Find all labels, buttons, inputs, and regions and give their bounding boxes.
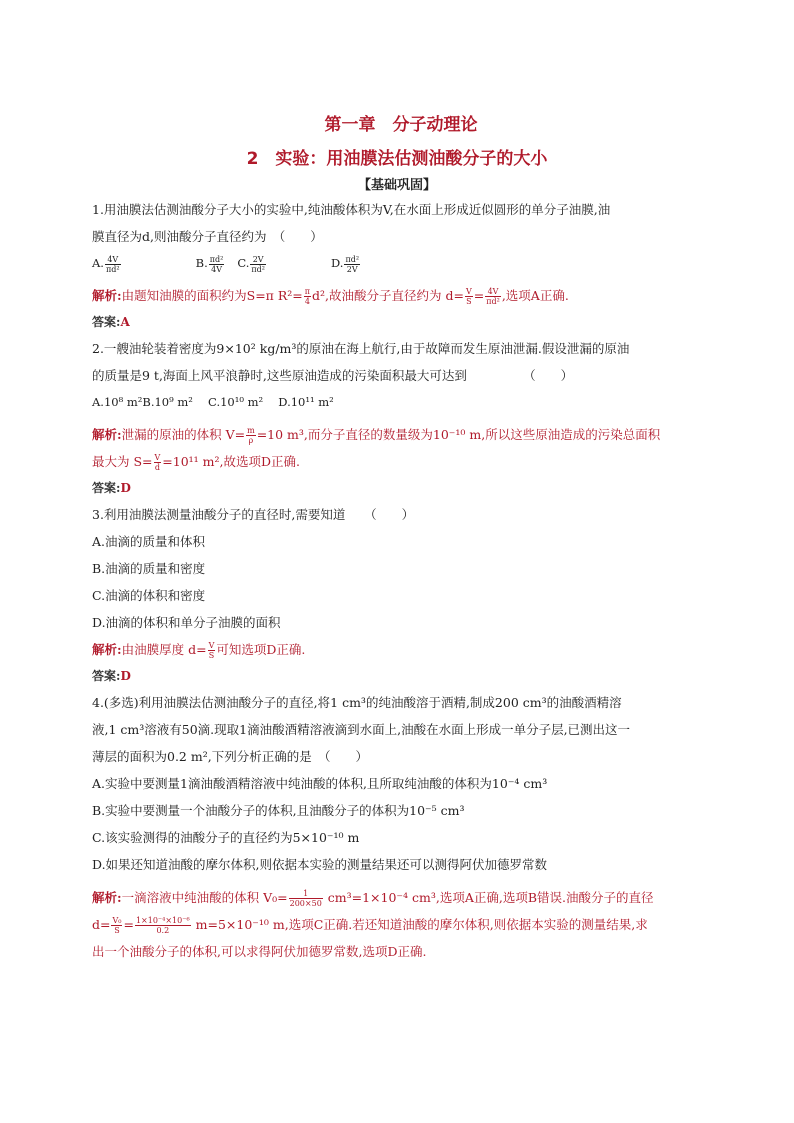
q2-analysis-line1: 解析:泄漏的原油的体积 V= $\frac{m}{\rho}$ =10 m³,而分子直径的数量级为10⁻¹⁰ m,所以这些原油造成的污染总面积 (92, 426, 661, 445)
q4-analysis-line2: d= $\frac{\text{V₀}}{S}$ = $\frac{\text{1×10⁻⁴×10⁻⁶}}{0.2}$ m=5×10⁻¹⁰ m,选项C正确.若还知道油酸的摩尔体积,则依据本实验的测量结果,求 (92, 916, 648, 935)
q3-stem: 3.利用油膜法测量油酸分子的直径时,需要知道 （ ） (92, 507, 415, 522)
q4-stem-line1: 4.(多选)利用油膜法估测油酸分子的直径,将1 cm³的纯油酸溶于酒精,制成200 cm³的油酸酒精溶 (92, 695, 622, 710)
q1-option-c: C. $\frac{2V}{\text{πd²}}$ (237, 254, 265, 274)
q2-stem-line2: 的质量是9 t,海面上风平浪静时,这些原油造成的污染面积最大可达到 （ ） (92, 368, 574, 383)
document-page (92, 112, 702, 965)
q2-options: A.10⁸ m²B.10⁹ m² C.10¹⁰ m² D.10¹¹ m² (92, 395, 334, 409)
q3-option-d: D.油滴的体积和单分子油膜的面积 (92, 615, 281, 630)
q1-answer: 答案:A (92, 315, 130, 329)
q1-stem-line1: 1.用油膜法估测油酸分子大小的实验中,纯油酸体积为V,在水面上形成近似圆形的单分子油膜,油 (92, 202, 611, 217)
q2-stem-line1: 2.一艘油轮装着密度为9×10² kg/m³的原油在海上航行,由于故障而发生原油泄漏.假设泄漏的原油 (92, 341, 630, 356)
q4-option-d: D.如果还知道油酸的摩尔体积,则依据本实验的测量结果还可以测得阿伏加德罗常数 (92, 857, 548, 872)
q2-analysis-line2: 最大为 S= $\frac{V}{d}$ =10¹¹ m²,故选项D正确. (92, 453, 301, 472)
q4-option-b: B.实验中要测量一个油酸分子的体积,且油酸分子的体积为10⁻⁵ cm³ (92, 803, 465, 818)
q3-answer: 答案:D (92, 669, 131, 683)
q1-options (92, 250, 702, 276)
q3-option-b: B.油滴的质量和密度 (92, 561, 206, 576)
q1-option-b: B. $\frac{\text{πd²}}{4V}$ (195, 254, 224, 274)
section-heading: 【基础巩固】 (357, 178, 436, 193)
q1-option-d: D. $\frac{\text{πd²}}{2V}$ (330, 254, 360, 274)
q4-stem-line2: 液,1 cm³溶液有50滴.现取1滴油酸酒精溶液滴到水面上,油酸在水面上形成一单分子层,已测出这一 (92, 722, 631, 737)
lesson-title: 2 实验：用油膜法估测油酸分子的大小 (246, 149, 548, 169)
q1-option-a: A. $\frac{4V}{\text{πd²}}$ (92, 254, 120, 274)
q1-analysis: 解析:由题知油膜的面积约为S=π R²= $\frac{\pi}{4}$ d²,故油酸分子直径约为 d= $\frac{V}{S}$ = $\frac{4V}{\text{πd²}}$ ,选项A正确. (92, 287, 569, 306)
q1-stem-line2: 膜直径为d,则油酸分子直径约为 （ ） (92, 229, 323, 244)
q4-option-c: C.该实验测得的油酸分子的直径约为5×10⁻¹⁰ m (92, 830, 360, 845)
q4-analysis-line3: 出一个油酸分子的体积,可以求得阿伏加德罗常数,选项D正确. (92, 944, 427, 959)
q4-analysis-line1: 解析:一滴溶液中纯油酸的体积 V₀= $\frac{1}{200\times 50}$ cm³=1×10⁻⁴ cm³,选项A正确,选项B错误.油酸分子的直径 (92, 889, 654, 908)
chapter-title: 第一章 分子动理论 (324, 115, 478, 135)
q3-analysis: 解析:由油膜厚度 d= $\frac{V}{S}$ 可知选项D正确. (92, 641, 306, 660)
q2-answer: 答案:D (92, 481, 131, 495)
q3-option-a: A.油滴的质量和体积 (92, 534, 206, 549)
q4-option-a: A.实验中要测量1滴油酸酒精溶液中纯油酸的体积,且所取纯油酸的体积为10⁻⁴ cm³ (92, 776, 548, 791)
q4-stem-line3: 薄层的面积为0.2 m²,下列分析正确的是 （ ） (92, 749, 368, 764)
q3-option-c: C.油滴的体积和密度 (92, 588, 206, 603)
